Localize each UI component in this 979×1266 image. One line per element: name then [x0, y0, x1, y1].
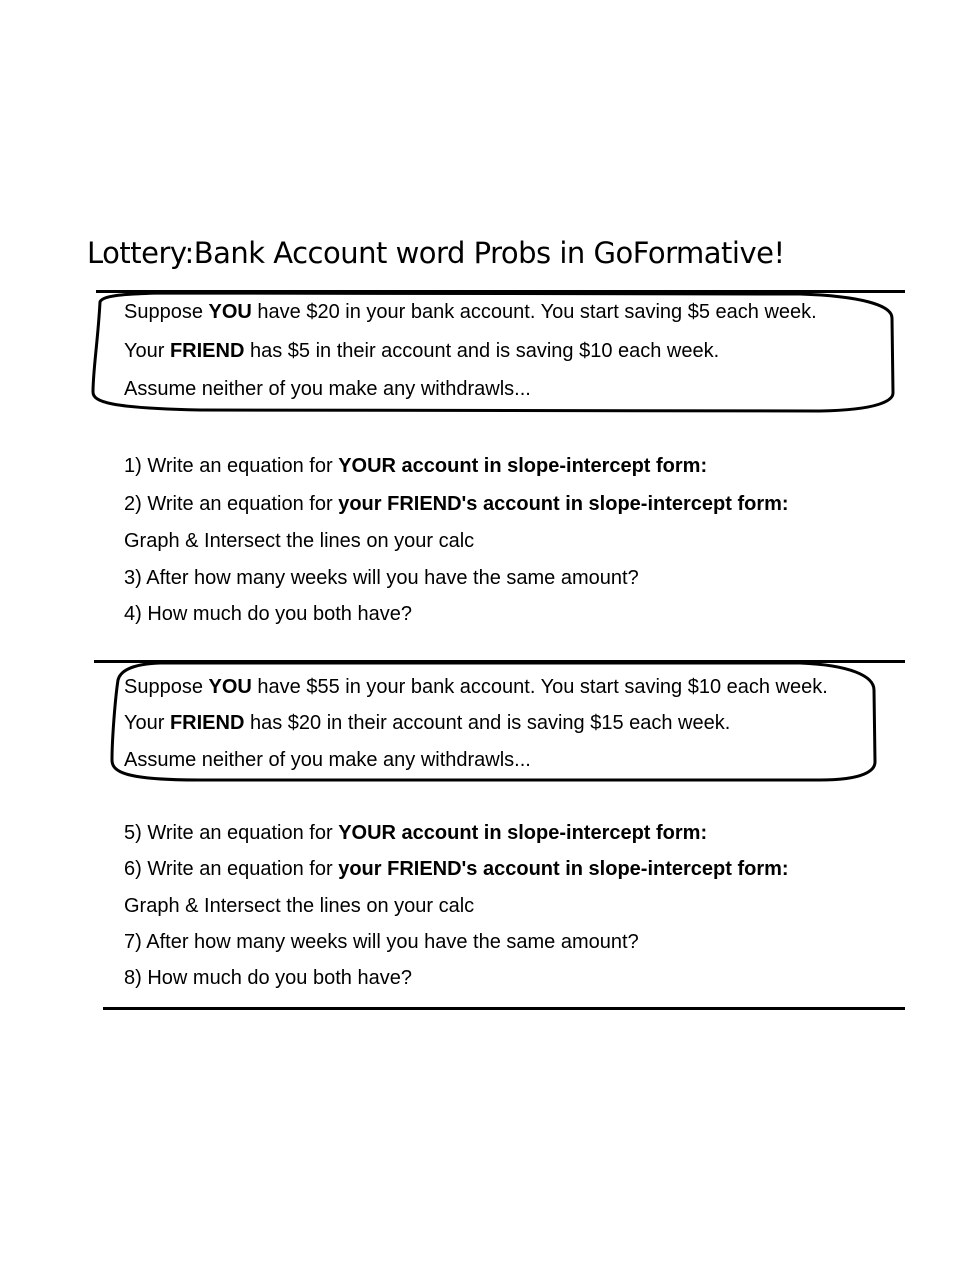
scenario-1-line-2: Your FRIEND has $5 in their account and is saving $10 each week.	[124, 340, 720, 362]
page-title: Lottery:Bank Account word Probs in GoFormative!	[87, 236, 785, 270]
question-8: 8) How much do you both have?	[124, 967, 412, 989]
graph-instruction-2: Graph & Intersect the lines on your calc	[124, 895, 475, 917]
graph-instruction-1: Graph & Intersect the lines on your calc	[124, 530, 475, 552]
question-3: 3) After how many weeks will you have the same amount?	[124, 567, 639, 589]
question-5: 5) Write an equation for YOUR account in slope-intercept form:	[124, 822, 708, 844]
scenario-2-line-2: Your FRIEND has $20 in their account and is saving $15 each week.	[124, 712, 731, 734]
question-6: 6) Write an equation for your FRIEND's account in slope-intercept form:	[124, 858, 789, 880]
scenario-2-line-3: Assume neither of you make any withdrawls...	[124, 749, 531, 771]
question-4: 4) How much do you both have?	[124, 603, 412, 625]
scenario-1-line-3: Assume neither of you make any withdrawls...	[124, 378, 531, 400]
question-7: 7) After how many weeks will you have the same amount?	[124, 931, 639, 953]
scenario-1-line-1: Suppose YOU have $20 in your bank account. You start saving $5 each week.	[124, 301, 817, 323]
question-1: 1) Write an equation for YOUR account in slope-intercept form:	[124, 455, 708, 477]
question-2: 2) Write an equation for your FRIEND's account in slope-intercept form:	[124, 493, 789, 515]
scenario-2-line-1: Suppose YOU have $55 in your bank account. You start saving $10 each week.	[124, 676, 828, 698]
